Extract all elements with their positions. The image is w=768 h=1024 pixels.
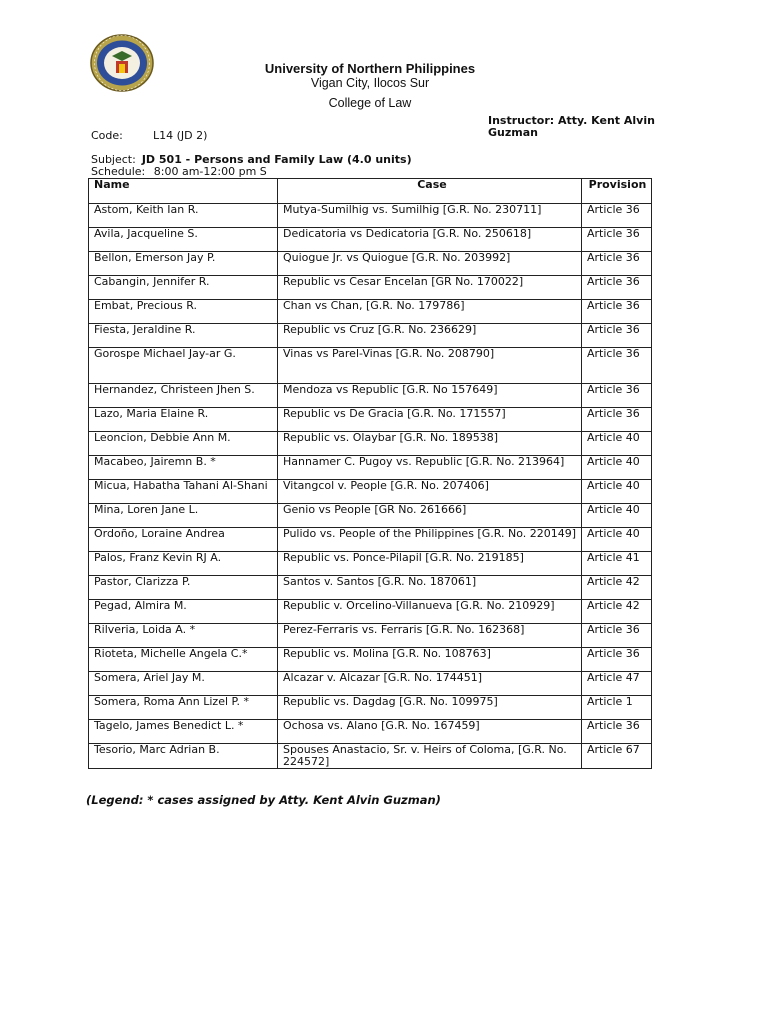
case-title: Spouses Anastacio, Sr. v. Heirs of Coloma, [G.R. No. 224572] [278,744,582,769]
table-row [89,600,652,624]
table-row [89,528,652,552]
header-case: Case [278,179,582,204]
table-header-row [89,179,652,204]
case-title: Republic v. Orcelino-Villanueva [G.R. No. 210929] [278,600,582,624]
table-row [89,384,652,408]
student-name: Bellon, Emerson Jay P. [89,252,278,276]
provision: Article 40 [582,504,652,528]
provision: Article 36 [582,384,652,408]
provision: Article 40 [582,480,652,504]
university-name: University of Northern Philippines [264,61,476,76]
student-name: Pegad, Almira M. [89,600,278,624]
provision: Article 41 [582,552,652,576]
case-title: Vitangcol v. People [G.R. No. 207406] [278,480,582,504]
table-row [89,576,652,600]
table-row [89,672,652,696]
provision: Article 36 [582,228,652,252]
case-title: Republic vs. Molina [G.R. No. 108763] [278,648,582,672]
table-row [89,456,652,480]
provision: Article 36 [582,252,652,276]
provision: Article 36 [582,648,652,672]
case-title: Chan vs Chan, [G.R. No. 179786] [278,300,582,324]
table-row [89,744,652,769]
schedule-label: Schedule: [91,165,146,178]
student-name: Cabangin, Jennifer R. [89,276,278,300]
case-title: Pulido vs. People of the Philippines [G.R. No. 220149] [278,528,582,552]
table-row [89,552,652,576]
header-name: Name [89,179,278,204]
student-name: Pastor, Clarizza P. [89,576,278,600]
student-name: Gorospe Michael Jay-ar G. [89,348,278,384]
case-title: Genio vs People [GR No. 261666] [278,504,582,528]
provision: Article 36 [582,324,652,348]
student-name: Somera, Roma Ann Lizel P. * [89,696,278,720]
student-name: Embat, Precious R. [89,300,278,324]
provision: Article 36 [582,624,652,648]
table-row [89,720,652,744]
table-row [89,432,652,456]
case-title: Republic vs De Gracia [G.R. No. 171557] [278,408,582,432]
student-name: Hernandez, Christeen Jhen S. [89,384,278,408]
provision: Article 36 [582,276,652,300]
assignment-table [88,178,652,769]
university-city: Vigan City, Ilocos Sur [310,76,430,90]
table-row [89,228,652,252]
student-name: Ordoño, Loraine Andrea [89,528,278,552]
case-title: Republic vs Cesar Encelan [GR No. 170022] [278,276,582,300]
instructor-name: Instructor: Atty. Kent Alvin Guzman [488,114,655,139]
case-title: Santos v. Santos [G.R. No. 187061] [278,576,582,600]
student-name: Somera, Ariel Jay M. [89,672,278,696]
case-title: Alcazar v. Alcazar [G.R. No. 174451] [278,672,582,696]
subject-value: JD 501 - Persons and Family Law (4.0 units) [141,153,412,166]
case-title: Mendoza vs Republic [G.R. No 157649] [278,384,582,408]
student-name: Macabeo, Jairemn B. * [89,456,278,480]
provision: Article 36 [582,348,652,384]
student-name: Mina, Loren Jane L. [89,504,278,528]
student-name: Astom, Keith Ian R. [89,204,278,228]
student-name: Avila, Jacqueline S. [89,228,278,252]
student-name: Micua, Habatha Tahani Al-Shani [89,480,278,504]
provision: Article 40 [582,432,652,456]
case-title: Republic vs. Dagdag [G.R. No. 109975] [278,696,582,720]
schedule-value: 8:00 am-12:00 pm S [153,165,267,178]
college-name: College of Law [328,96,412,110]
case-title: Republic vs. Ponce-Pilapil [G.R. No. 219185] [278,552,582,576]
provision: Article 36 [582,720,652,744]
provision: Article 42 [582,576,652,600]
table-row [89,324,652,348]
subject-label: Subject: [91,153,136,166]
provision: Article 36 [582,408,652,432]
provision: Article 40 [582,456,652,480]
student-name: Palos, Franz Kevin RJ A. [89,552,278,576]
table-row [89,696,652,720]
case-title: Republic vs Cruz [G.R. No. 236629] [278,324,582,348]
code-value: L14 (JD 2) [153,129,208,142]
table-row [89,504,652,528]
case-title: Vinas vs Parel-Vinas [G.R. No. 208790] [278,348,582,384]
case-title: Mutya-Sumilhig vs. Sumilhig [G.R. No. 230711] [278,204,582,228]
provision: Article 67 [582,744,652,769]
provision: Article 42 [582,600,652,624]
provision: Article 1 [582,696,652,720]
case-title: Perez-Ferraris vs. Ferraris [G.R. No. 162368] [278,624,582,648]
table-row [89,348,652,384]
student-name: Tagelo, James Benedict L. * [89,720,278,744]
student-name: Tesorio, Marc Adrian B. [89,744,278,769]
provision: Article 47 [582,672,652,696]
provision: Article 40 [582,528,652,552]
table-row [89,624,652,648]
student-name: Rilveria, Loida A. * [89,624,278,648]
course-schedule [91,165,267,178]
legend-note: (Legend: * cases assigned by Atty. Kent Alvin Guzman) [86,793,441,807]
student-name: Lazo, Maria Elaine R. [89,408,278,432]
table-row [89,480,652,504]
code-label: Code: [91,129,123,142]
table-row [89,300,652,324]
student-name: Leoncion, Debbie Ann M. [89,432,278,456]
table-row [89,408,652,432]
provision: Article 36 [582,204,652,228]
case-title: Hannamer C. Pugoy vs. Republic [G.R. No. 213964] [278,456,582,480]
table-row [89,252,652,276]
case-title: Republic vs. Olaybar [G.R. No. 189538] [278,432,582,456]
student-name: Fiesta, Jeraldine R. [89,324,278,348]
case-title: Ochosa vs. Alano [G.R. No. 167459] [278,720,582,744]
provision: Article 36 [582,300,652,324]
course-code [91,130,231,142]
case-title: Dedicatoria vs Dedicatoria [G.R. No. 250618] [278,228,582,252]
table-row [89,648,652,672]
case-title: Quiogue Jr. vs Quiogue [G.R. No. 203992] [278,252,582,276]
header-provision: Provision [582,179,652,204]
table-row [89,276,652,300]
student-name: Rioteta, Michelle Angela C.* [89,648,278,672]
table-row [89,204,652,228]
